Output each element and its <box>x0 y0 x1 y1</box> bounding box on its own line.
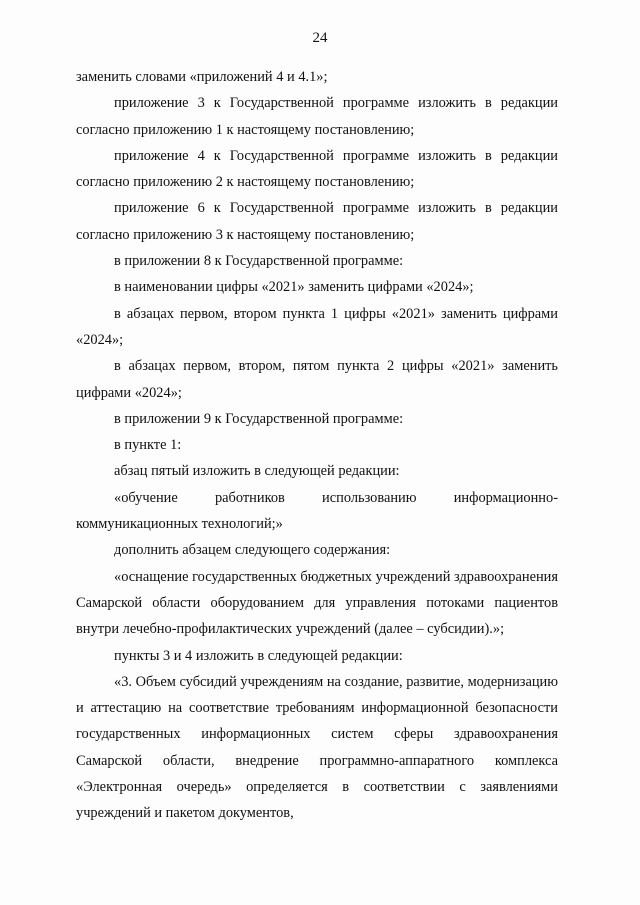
paragraph: заменить словами «приложений 4 и 4.1»; <box>76 69 328 85</box>
paragraph: приложение 3 к Государственной программе изложить в редакции согласно приложению 1 к настоящему постановлению; <box>76 95 558 138</box>
paragraph: в наименовании цифры «2021» заменить цифрами «2024»; <box>114 279 474 296</box>
paragraph: пункты 3 и 4 изложить в следующей редакции: <box>114 647 403 664</box>
document-body <box>76 64 558 827</box>
paragraph: в пункте 1: <box>114 437 182 454</box>
paragraph: «оснащение государственных бюджетных учреждений здравоохранения Самарской области оборудованием для управления потоками пациентов внутри лечебно-профилактических учреждений (далее – субсидии).»; <box>76 568 558 638</box>
paragraph: в абзацах первом, втором пункта 1 цифры «2021» заменить цифрами «2024»; <box>76 305 558 348</box>
page-number: 24 <box>312 30 328 46</box>
paragraph: абзац пятый изложить в следующей редакции: <box>114 463 400 480</box>
paragraph: в приложении 8 к Государственной программе: <box>114 253 404 270</box>
paragraph: в абзацах первом, втором, пятом пункта 2 цифры «2021» заменить цифрами «2024»; <box>76 358 558 401</box>
paragraph: «обучение работников использованию информационно-коммуникационных технологий;» <box>76 489 558 533</box>
paragraph: дополнить абзацем следующего содержания: <box>114 542 391 559</box>
paragraph: в приложении 9 к Государственной программе: <box>114 410 404 427</box>
paragraph: приложение 6 к Государственной программе изложить в редакции согласно приложению 3 к настоящему постановлению; <box>76 200 558 243</box>
paragraph: приложение 4 к Государственной программе изложить в редакции согласно приложению 2 к настоящему постановлению; <box>76 147 558 191</box>
paragraph: «3. Объем субсидий учреждениям на создание, развитие, модернизацию и аттестацию на соответствие требованиям информационной безопасности государственных информационных систем сферы здравоохранения Самарской области, внедрение программно-аппаратного комплекса «Электронная очередь» определяется в соответствии с заявлениями учреждений и пакетом документов, <box>76 673 558 822</box>
